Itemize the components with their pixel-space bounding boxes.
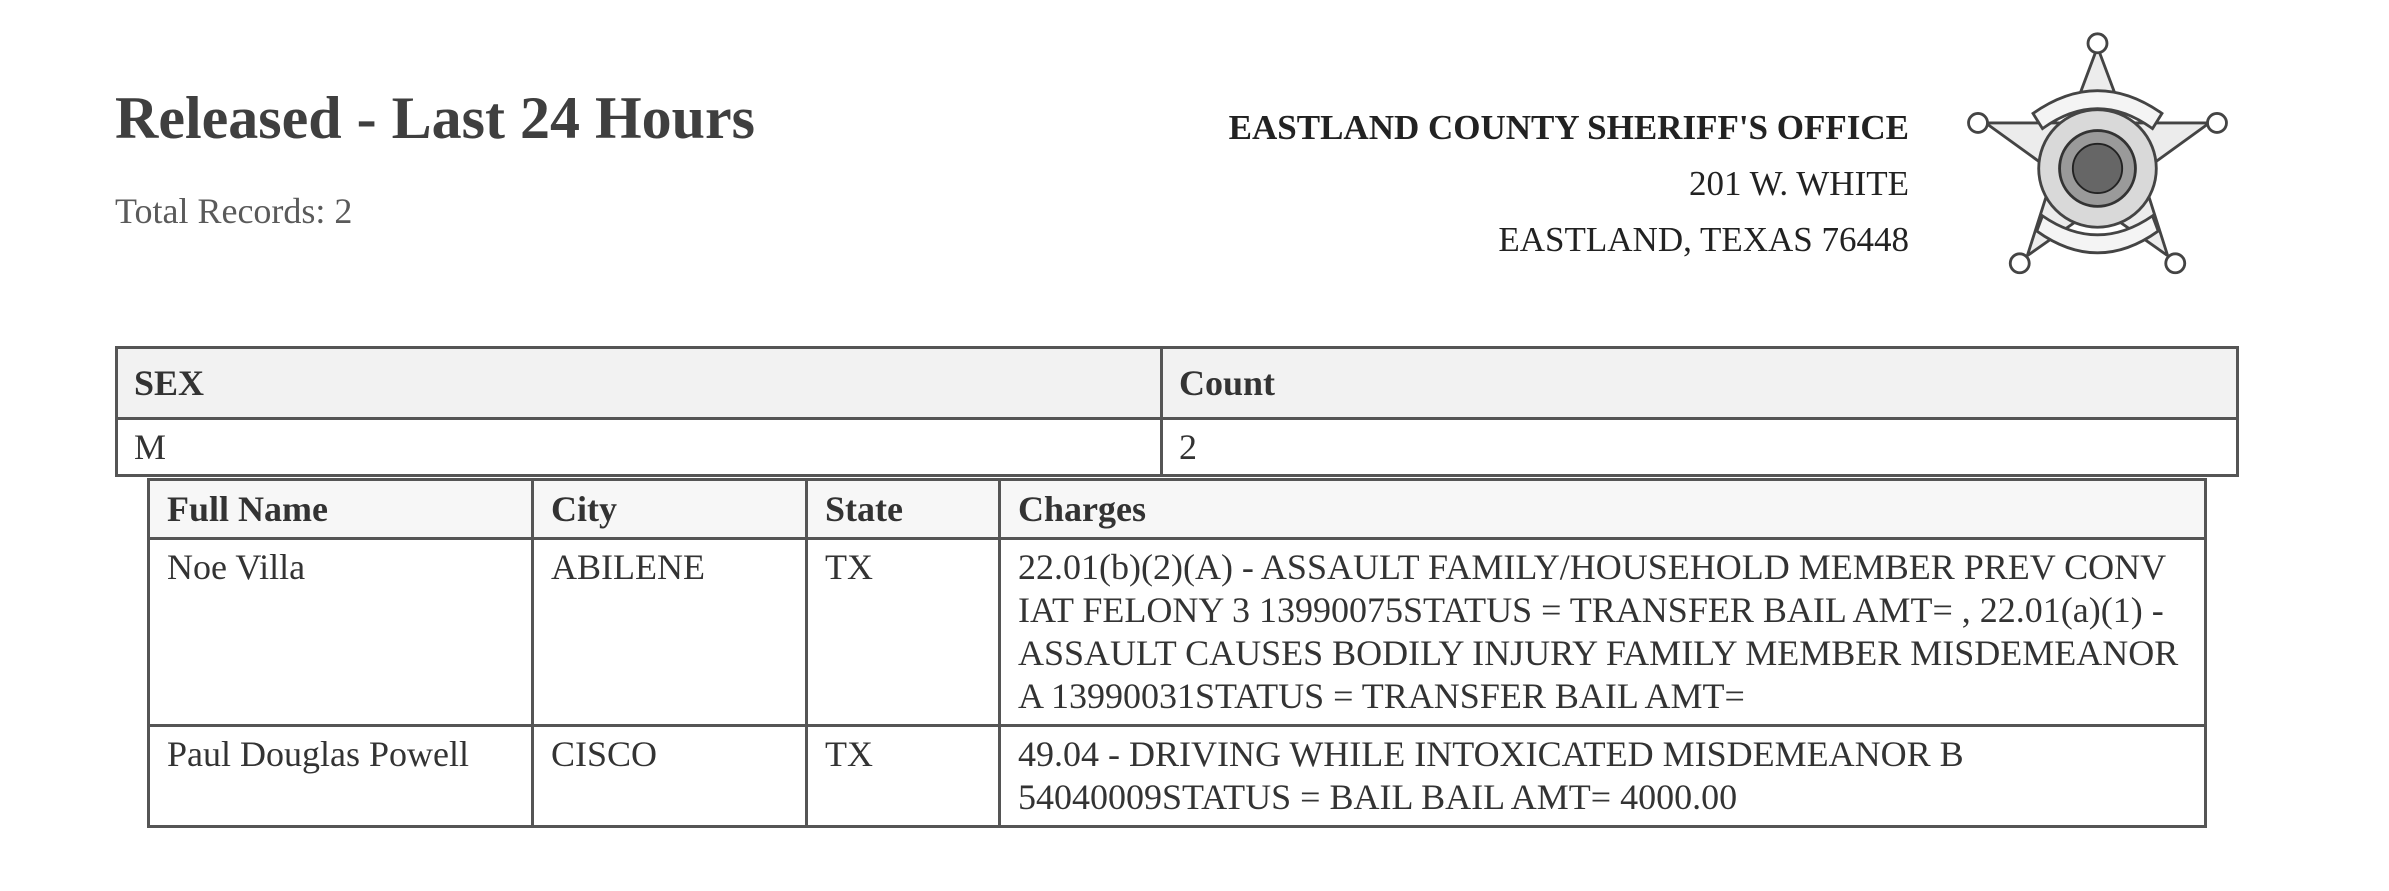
- office-city-state: EASTLAND, TEXAS 76448: [1498, 220, 1909, 259]
- full-name-cell: Paul Douglas Powell: [149, 726, 533, 827]
- sheriff-badge-logo: [1955, 30, 2240, 305]
- charges-cell: 49.04 - DRIVING WHILE INTOXICATED MISDEMEANOR B 54040009STATUS = BAIL BAIL AMT= 4000.00: [1000, 726, 2206, 827]
- state-column-header: State: [807, 480, 1000, 539]
- table-row: [117, 419, 2238, 476]
- state-cell: TX: [807, 726, 1000, 827]
- total-records: Total Records: 2: [115, 191, 353, 231]
- count-column-header: Count: [1162, 348, 2238, 419]
- city-column-header: City: [533, 480, 807, 539]
- table-row: [149, 539, 2206, 726]
- full-name-column-header: Full Name: [149, 480, 533, 539]
- charges-column-header: Charges: [1000, 480, 2206, 539]
- page-title: Released - Last 24 Hours: [115, 85, 755, 151]
- office-name: EASTLAND COUNTY SHERIFF'S OFFICE: [1228, 108, 1909, 147]
- full-name-cell: Noe Villa: [149, 539, 533, 726]
- count-cell: 2: [1162, 419, 2238, 476]
- city-cell: ABILENE: [533, 539, 807, 726]
- sex-cell: M: [117, 419, 1162, 476]
- city-cell: CISCO: [533, 726, 807, 827]
- office-street: 201 W. WHITE: [1688, 164, 1909, 203]
- table-row: [149, 726, 2206, 827]
- sex-column-header: SEX: [117, 348, 1162, 419]
- state-cell: TX: [807, 539, 1000, 726]
- released-records-table: [147, 478, 2207, 828]
- charges-cell: 22.01(b)(2)(A) - ASSAULT FAMILY/HOUSEHOLD MEMBER PREV CONV IAT FELONY 3 13990075STATUS = TRANSFER BAIL AMT= , 22.01(a)(1) - ASSAULT CAUSES BODILY INJURY FAMILY MEMBER MISDEMEANOR A 13990031STATUS = TRANSFER BAIL AMT=: [1000, 539, 2206, 726]
- office-address-block: [1229, 100, 1909, 268]
- sex-summary-table: [115, 346, 2239, 477]
